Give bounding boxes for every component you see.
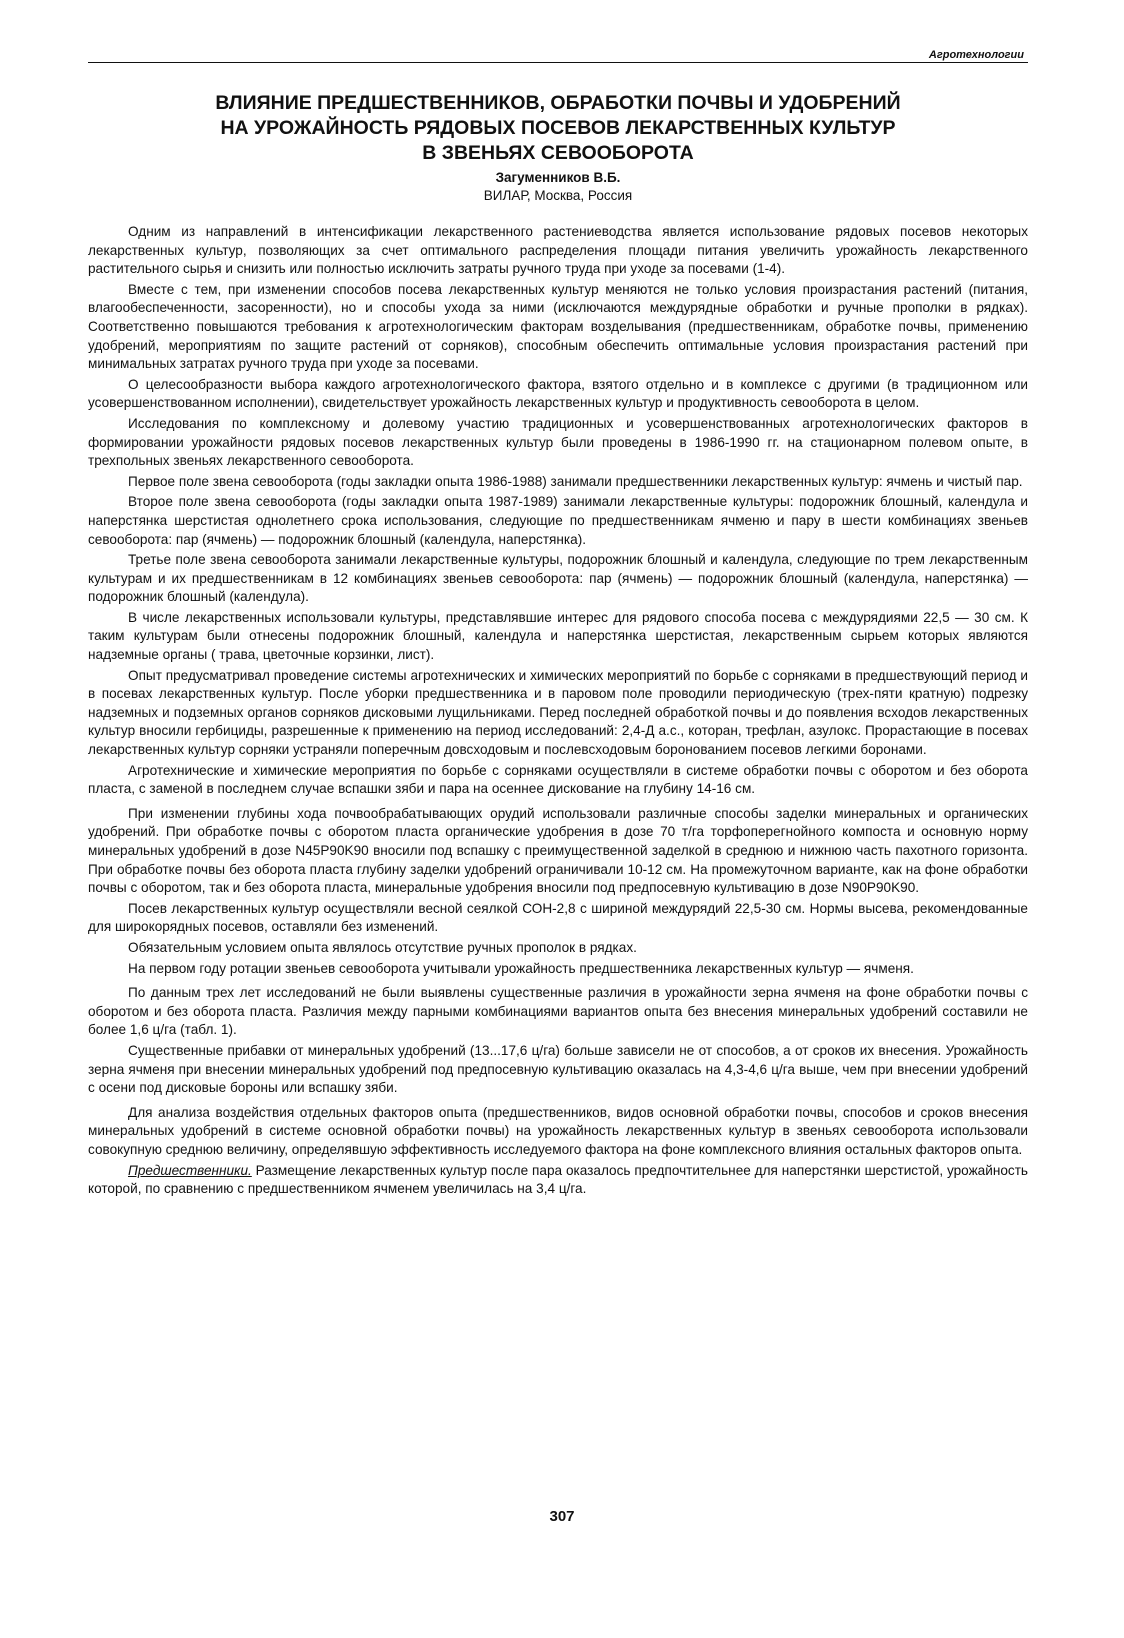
paragraph: По данным трех лет исследований не были выявлены существенные различия в урожайности зерна ячменя на фоне обработки почвы с оборотом и без оборота пласта. Различия между парными комбинациями вариантов опыта без внесения минеральных удобрений составили не более 1,6 ц/га (табл. 1). — [88, 985, 1028, 1038]
paragraph-predecessors — [88, 1162, 1028, 1199]
paragraph: Обязательным условием опыта являлось отсутствие ручных прополок в рядках. — [128, 939, 637, 955]
paragraph: Существенные прибавки от минеральных удобрений (13...17,6 ц/га) больше зависели не от способов, а от сроков их внесения. Урожайность зерна ячменя при внесении минеральных удобрений под предпосевную культивацию оказалась на 4,3-4,6 ц/га выше, чем при внесении удобрений с осени под дисковые бороны или вспашку зяби. — [88, 1042, 1028, 1096]
paragraph: В числе лекарственных использовали культуры, представлявшие интерес для рядового способа посева с междурядиями 22,5 — 30 см. К таким культурам были отнесены подорожник блошный, календула и наперстянка шерстистая, лекарственным сырьем которых являются надземные органы ( трава, цветочные корзинки, лист). — [88, 609, 1028, 663]
running-header: Агротехнологии — [88, 48, 1028, 63]
title-line: ВЛИЯНИЕ ПРЕДШЕСТВЕННИКОВ, ОБРАБОТКИ ПОЧВЫ И УДОБРЕНИЙ — [215, 92, 901, 114]
affiliation: ВИЛАР, Москва, Россия — [483, 188, 633, 203]
paragraph: На первом году ротации звеньев севооборота учитывали урожайность предшественника лекарственных культур — ячменя. — [128, 960, 914, 976]
paragraph: Второе поле звена севооборота (годы закладки опыта 1987-1989) занимали лекарственные культуры: подорожник блошный, календула и наперстянка шерстистая однолетнего срока использования, следующие по предшественникам ячменю и пару в шести комбинациях звеньев севооборота: пар (ячмень) — подорожник блошный (календула, наперстянка). — [88, 494, 1028, 547]
paragraph: Исследования по комплексному и долевому участию традиционных и усовершенствованных агротехнологических факторов в формировании урожайности рядовых посевов лекарственных культур были проведены в 1986-1990 гг. на стационарном полевом опыте, в трехпольных звеньях лекарственного севооборота. — [88, 415, 1028, 469]
paragraph: При изменении глубины хода почвообрабатывающих орудий использовали различные способы заделки минеральных и органических удобрений. При обработке почвы с оборотом пласта органические удобрения в дозе 70 т/га торфоперегнойного компоста и основную норму минеральных удобрений в дозе N45P90K90 вносили под вспашку с преимущественной заделкой в среднюю и нижнюю часть пахотного горизонта. При обработке почвы без оборота пласта глубину заделки удобрений ограничивали 10-12 см. На промежуточном варианте, как на фоне обработки почвы с оборотом, так и без оборота пласта, минеральные удобрения вносили под предпосевную культивацию в дозе N90P90K90. — [88, 805, 1028, 896]
paragraph: Для анализа воздействия отдельных факторов опыта (предшественников, видов основной обработки почвы, способов и сроков внесения минеральных удобрений в системе основной обработки почвы) на урожайность лекарственных культур в звеньях севооборота использовали совокупную среднюю величину, определявшую эффективность исследуемого фактора на фоне комплексного влияния остальных факторов опыта. — [88, 1104, 1028, 1157]
page-number: 307 — [549, 1508, 575, 1525]
paragraph: Опыт предусматривал проведение системы агротехнических и химических мероприятий по борьбе с сорняками в предшествующий период и в посевах лекарственных культур. После уборки предшественника и в паровом поле проводили периодическую (трех-пяти кратную) подрезку надземных и подземных органов сорняков дисковыми лущильниками. Перед последней обработкой почвы и до появления всходов лекарственных культур вносили гербициды, разрешенные к применению на период исследований: 2,4-Д а.с., которан, трефлан, азулокс. Прорастающие в посевах лекарственных культур сорняки устраняли поперечным довсходовым и послевсходовым боронованием посевов легкими боронами. — [88, 667, 1028, 758]
paragraph: Вместе с тем, при изменении способов посева лекарственных культур меняются не только условия произрастания растений (питания, влагообеспеченности, засоренности), но и способы ухода за ними (исключаются междурядные обработки и ручные прополки в рядках). Соответственно повышаются требования к агротехнологическим факторам возделывания (предшественникам, обработке почвы, применению удобрений, мероприятиям по защите растений от сорняков), способным обеспечить оптимальные условия произрастания растений при минимальных затратах ручного труда при уходе за посевами. — [88, 281, 1028, 372]
article-body — [88, 223, 1028, 1199]
section-lead: Предшественники. — [128, 1162, 252, 1178]
paragraph: Посев лекарственных культур осуществляли весной сеялкой СОН-2,8 с шириной междурядий 22,5-30 см. Нормы высева, рекомендованные для широкорядных посевов, оставляли без изменений. — [88, 900, 1028, 935]
title-line: В ЗВЕНЬЯХ СЕВООБОРОТА — [422, 142, 694, 164]
paragraph: Агротехнические и химические мероприятия по борьбе с сорняками осуществляли в системе обработки почвы с оборотом и без оборота пласта, с заменой в последнем случае вспашки зяби и пара на осеннее дискование на глубину 14-16 см. — [88, 762, 1028, 797]
paragraph: Первое поле звена севооборота (годы закладки опыта 1986-1988) занимали предшественники лекарственных культур: ячмень и чистый пар. — [128, 473, 1023, 489]
paragraph: Третье поле звена севооборота занимали лекарственные культуры, подорожник блошный и календула, следующие по трем лекарственным культурам и их предшественникам в 12 комбинациях звеньев севооборота: пар (ячмень) — подорожник блошный (календула, наперстянка) — подорожник блошный (календула). — [88, 552, 1028, 605]
title-line: НА УРОЖАЙНОСТЬ РЯДОВЫХ ПОСЕВОВ ЛЕКАРСТВЕННЫХ КУЛЬТУР — [220, 117, 896, 139]
page — [88, 48, 1028, 1201]
paragraph-text: Размещение лекарственных культур после пара оказалось предпочтительнее для наперстянки шерстистой, урожайность которой, по сравнению с предшественником ячменем увеличилась на 3,4 ц/га. — [88, 1162, 1028, 1197]
author: Загуменников В.Б. — [495, 170, 621, 185]
paragraph: О целесообразности выбора каждого агротехнологического фактора, взятого отдельно и в комплексе с другими (в традиционном или усовершенствованном исполнении), свидетельствует урожайность лекарственных культур и продуктивность севооборота в целом. — [88, 376, 1028, 411]
paragraph: Одним из направлений в интенсификации лекарственного растениеводства является использование рядовых посевов некоторых лекарственных культур, позволяющих за счет оптимального распределения площади питания увеличить урожайность лекарственного растительного сырья и снизить или полностью исключить затраты ручного труда при уходе за посевами (1-4). — [88, 224, 1028, 277]
article-title — [88, 91, 1028, 166]
